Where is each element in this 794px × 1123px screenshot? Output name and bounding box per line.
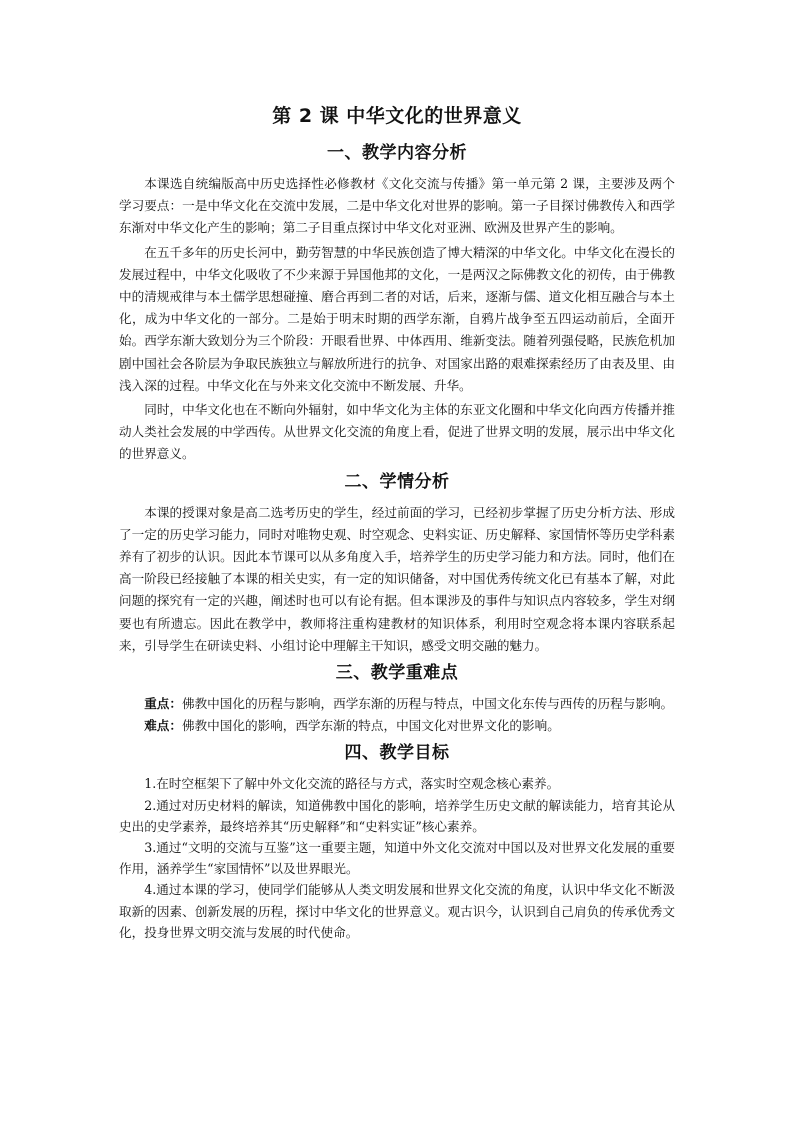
paragraph: 本课的授课对象是高二选考历史的学生，经过前面的学习，已经初步掌握了历史分析方法、形成了一定的历史学习能力，同时对唯物史观、时空观念、史料实证、历史解释、家国情怀等历史学科素养有了初步的认识。因此本节课可以从多角度入手，培养学生的历史学习能力和方法。同时，他们在高一阶段已经接触了本课的相关史实，有一定的知识储备，对中国优秀传统文化已有基本了解，对此问题的探究有一定的兴趣，阐述时也可以有论有据。但本课涉及的事件与知识点内容较多，学生对纲要也有所遗忘。因此在教学中，教师将注重构建教材的知识体系，利用时空观念将本课内容联系起来，引导学生在研读史料、小组讨论中理解主干知识，感受文明交融的魅力。 — [119, 504, 675, 653]
objective-item: 3.通过“文明的交流与互鉴”这一重要主题，知道中外文化交流对中国以及对世界文化发展的重要作用，涵养学生“家国情怀”以及世界眼光。 — [119, 840, 675, 877]
key-point-item — [119, 693, 675, 715]
difficult-point-item — [119, 715, 675, 737]
document-body — [119, 103, 675, 943]
page-title: 第 2 课 中华文化的世界意义 — [272, 105, 522, 127]
key-point-text: 佛教中国化的历程与影响，西学东渐的历程与特点，中国文化东传与西传的历程与影响。 — [181, 696, 674, 712]
section-heading-learner-analysis: 二、学情分析 — [344, 471, 450, 492]
section-heading-objectives: 四、教学目标 — [344, 743, 450, 764]
objective-item: 4.通过本课的学习，使同学们能够从人类文明发展和世界文化交流的角度，认识中华文化不断汲取新的因素、创新发展的历程，探讨中华文化的世界意义。观古识今，认识到自己肩负的传承优秀文化，投身世界文明交流与发展的时代使命。 — [119, 882, 675, 940]
section-heading-content-analysis: 一、教学内容分析 — [327, 143, 467, 163]
difficult-point-label: 难点： — [144, 718, 182, 734]
key-point-label: 重点： — [144, 696, 182, 712]
paragraph: 同时，中华文化也在不断向外辐射，如中华文化为主体的东亚文化圈和中华文化向西方传播并推动人类社会发展的中学西传。从世界文化交流的角度上看，促进了世界文明的发展，展示出中华文化的世界意义。 — [119, 402, 675, 462]
paragraph: 在五千多年的历史长河中，勤劳智慧的中华民族创造了博大精深的中华文化。中华文化在漫长的发展过程中，中华文化吸收了不少来源于异国他邦的文化，一是两汉之际佛教文化的初传，由于佛教中的清规戒律与本土儒学思想碰撞、磨合再到二者的对话，后来，逐渐与儒、道文化相互融合与本土化，成为中华文化的一部分。二是始于明末时期的西学东渐，自鸦片战争至五四运动前后，全面开始。西学东渐大致划分为三个阶段：开眼看世界、中体西用、维新变法。随着列强侵略，民族危机加剧中国社会各阶层为争取民族独立与解放所进行的抗争、对国家出路的艰难探索经历了由表及里、由浅入深的过程。中华文化在与外来文化交流中不断发展、升华。 — [119, 244, 675, 393]
difficult-point-text: 佛教中国化的影响，西学东渐的特点，中国文化对世界文化的影响。 — [181, 718, 560, 734]
paragraph: 本课选自统编版高中历史选择性必修教材《文化交流与传播》第一单元第 2 课，主要涉及两个学习要点：一是中华文化在交流中发展，二是中华文化对世界的影响。第一子目探讨佛教传入和西学东渐对中华文化产生的影响；第二子目重点探讨中华文化对亚洲、欧洲及世界产生的影响。 — [119, 176, 675, 236]
section-heading-key-points: 三、教学重难点 — [335, 663, 459, 684]
objective-item: 1.在时空框架下了解中外文化交流的路径与方式，落实时空观念核心素养。 — [144, 776, 560, 792]
objective-item: 2.通过对历史材料的解读，知道佛教中国化的影响，培养学生历史文献的解读能力，培育其论从史出的史学素养，最终培养其“历史解释”和“史料实证”核心素养。 — [119, 797, 675, 834]
